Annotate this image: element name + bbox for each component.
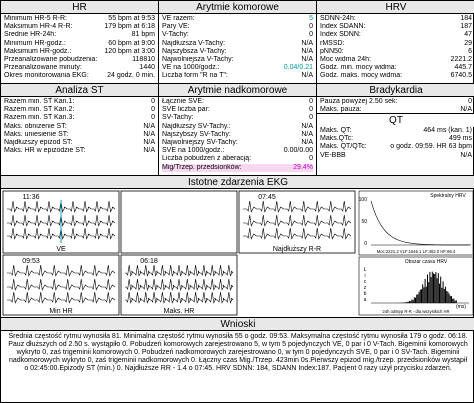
row-label: Najdłuższa V-Tachy: [162,39,226,47]
histogram-bar [425,279,426,303]
row-value: o godz. 09:59. HR 63 bpm [390,143,472,151]
table-row [4,139,155,147]
row-label: Razem min. ST Kan.2: [4,106,75,114]
table-row [162,139,313,147]
row-value: N/A [143,122,155,130]
conclusions-title: Wnioski [1,318,474,331]
table-row [320,106,472,114]
row-value: 60 bpm at 9:00 [108,39,155,47]
supraventricular-section [159,84,317,176]
row-value: 0 [309,31,313,39]
histogram-bar [446,291,447,303]
row-value: 0 [309,23,313,31]
table-row [162,64,313,72]
row-value: 1440 [139,64,155,72]
row-value: 0 [151,106,155,114]
row-value: N/A [301,122,313,130]
row-value: 0.04/0.21 [283,64,313,72]
table-row [320,64,472,72]
histogram-bar [431,277,432,303]
table-row [320,143,472,151]
qt-title: QT [317,114,474,127]
histogram-y-letter: L [363,267,367,273]
histogram-bar [417,294,418,303]
ekg-strip-time: 09:53 [22,258,40,265]
table-row [162,40,313,48]
hrv-section [317,1,474,84]
row-value: N/A [143,130,155,138]
row-label: Maks. QT: [320,127,352,134]
histogram-bar [439,284,440,303]
row-label: Maks. obniżenie ST: [4,122,67,130]
row-value: N/A [143,139,155,147]
row-label: Index SDNN: [320,31,361,39]
table-row [4,15,155,23]
row-value: 29.4% [293,163,313,171]
row-label: V-Tachy: [162,31,189,39]
histogram-bar [429,272,430,303]
ekg-strip-time: 07:45 [258,194,276,201]
ekg-strip-frame [3,255,119,315]
histogram-ms-label: (ms) [456,304,466,310]
row-value: 6 [468,47,472,55]
row-label: VE razem: [162,15,195,22]
spectrum-footer: Moc:2221.2 VLF:1646.1 LF:462.0 HF:69.4 [376,249,456,254]
row-value: 24 godz. 0 min. [107,72,155,80]
table-row [162,98,313,106]
table-row [4,56,155,64]
row-value: 0 [468,98,472,105]
hrv-title: HRV [317,1,474,14]
table-row [162,147,313,155]
table-row [162,23,313,31]
row-label: Index SDANN: [320,23,366,31]
ekg-strip-caption: VE [56,246,66,253]
hr-section [1,1,159,84]
row-label: Przeanalizowane pobudzenia: [4,56,98,64]
hrv-rows [317,14,474,82]
ventricular-rows [159,14,316,82]
histogram-y-letter: a [363,297,367,303]
table-row [162,15,313,23]
row-label: VE na 1000/godz.: [162,64,220,72]
histogram-title: Obszar czasu HRV [404,259,448,265]
row-value: 2221.2 [450,56,472,64]
ekg-strip-caption: Maks. HR [163,308,195,315]
ekg-section [1,176,474,318]
histogram-bar [450,296,451,303]
histogram-bar [410,301,411,303]
row-label: Liczba pobudzeń z aberacją: [162,155,252,163]
table-row [320,127,472,135]
histogram-footer: 24h odstęp R-R - dla wszystkich HR [382,309,450,314]
table-row [320,31,472,39]
table-row [4,72,155,80]
histogram-bar [451,296,452,303]
row-label: Pauza powyżej 2.50 sek: [320,98,398,105]
row-label: Najwolniejsza V-Tachy: [162,56,234,64]
row-label: Najszybsza V-Tachy: [162,47,227,55]
qt-section [317,114,474,176]
row-label: rMSSD: [320,39,345,47]
row-label: Najdłuższy epizod ST: [4,139,73,147]
table-row [162,56,313,64]
row-label: VE-BBB [320,151,346,159]
table-row [162,48,313,56]
histogram-bar [443,281,444,303]
ekg-panel [1,189,474,317]
row-value: N/A [301,72,313,80]
histogram-bar [420,290,421,303]
table-row [4,98,155,106]
histogram-bar [421,289,422,303]
row-label: Maks. HR w epizodzie ST: [4,147,86,155]
row-label: Łącznie SVE: [162,98,205,105]
ekg-title: Istotne zdarzenia EKG [1,176,474,189]
histogram-bar [432,272,433,303]
histogram-bar [409,301,410,303]
row-value: 0.00/0.00 [283,147,313,155]
table-row [162,164,313,172]
table-row [320,23,472,31]
spectrum-y-tick: 0 [364,241,367,247]
histogram-bar [422,284,423,303]
row-value: 55 bpm at 9:53 [108,15,155,22]
histogram-bar [447,292,448,303]
row-value: N/A [460,106,472,114]
row-value: 445.7 [454,64,472,72]
row-label: Moc widma 24h: [320,56,371,64]
histogram-bar [455,301,456,303]
spectrum-frame [359,191,473,255]
bradycardia-title: Bradykardia [317,84,474,97]
histogram-bar [445,287,446,303]
bradycardia-rows [317,97,474,114]
histogram-bar [456,300,457,303]
row-value: 0 [309,106,313,114]
row-label: Razem min. ST Kan.3: [4,114,75,122]
row-value: 0 [309,98,313,105]
ekg-strip-time: 11:36 [22,194,40,201]
row-value: 81 bpm [131,31,155,39]
spectrum-title: Spektralny HRV [430,193,466,199]
row-value: 464 ms (kan. 1) [423,127,472,134]
histogram-bar [434,274,435,303]
table-row [4,131,155,139]
row-value: 187 [460,23,472,31]
row-value: 499 ms [449,135,472,143]
ekg-strip-frame [239,191,355,253]
row-value: N/A [460,151,472,159]
histogram-y-letter: c [363,279,367,285]
ekg-strip-frame [121,191,237,253]
table-row [4,123,155,131]
table-row [320,48,472,56]
row-value: 47 [464,31,472,39]
table-row [320,98,472,106]
row-value: 5 [309,15,313,22]
histogram-y-letter: z [363,285,367,291]
histogram-bar [428,282,429,303]
row-value: 118810 [132,56,155,64]
ekg-strip-time: 06:18 [140,258,158,265]
st-analysis-rows [1,97,158,156]
table-row [320,152,472,160]
histogram-bar [435,272,436,303]
histogram-bar [437,278,438,303]
table-row [320,15,472,23]
row-label: Najwolniejszy SV-Tachy: [162,139,238,147]
row-label: SVE na 1000/godz.: [162,147,225,155]
row-label: Minimum HR-5 R-R: [4,15,67,22]
row-label: Minimum HR-godz.: [4,39,66,47]
histogram-bar [449,294,450,303]
table-row [4,31,155,39]
st-analysis-section [1,84,159,176]
histogram-bar [411,299,412,303]
table-row [320,72,472,80]
st-analysis-title: Analiza ST [1,84,158,97]
histogram-bar [440,277,441,303]
histogram-bar [419,292,420,303]
row-value: 0 [309,114,313,122]
row-label: Maksimum HR-4 R-R: [4,23,73,31]
supraventricular-rows [159,97,316,173]
histogram-bar [441,288,442,303]
histogram-bar [413,300,414,303]
row-label: Przeanalizowane minuty: [4,64,82,72]
row-value: N/A [301,56,313,64]
table-row [162,31,313,39]
table-row [162,114,313,122]
row-label: Razem min. ST Kan.1: [4,98,75,105]
row-label: Maks. uniesienie ST: [4,130,69,138]
spectrum-y-tick: 50 [361,219,367,225]
row-label: Maks. QT/QTc: [320,143,367,151]
bradycardia-section [317,84,474,114]
row-label: Najszybszy SV-Tachy: [162,130,231,138]
spectrum-y-tick: 100 [358,197,367,203]
row-label: SV-Tachy: [162,114,194,122]
table-row [162,131,313,139]
table-row [320,56,472,64]
histogram-bar [452,299,453,303]
row-value: 184 [460,15,472,22]
row-value: 6740.5 [450,72,472,80]
conclusions-section [1,318,474,403]
histogram-bar [453,298,454,303]
histogram-bar [438,273,439,303]
histogram-bar [423,287,424,303]
table-row [4,147,155,155]
supraventricular-title: Arytmie nadkomorowe [159,84,316,97]
histogram-bar [427,274,428,303]
row-value: N/A [143,147,155,155]
table-row [4,64,155,72]
histogram-bar [426,287,427,303]
row-label: Godz. maks. mocy widma: [320,72,403,80]
table-row [4,23,155,31]
row-label: Pary VE: [162,23,190,31]
table-row [162,123,313,131]
hr-rows [1,14,158,82]
row-label: pNN50: [320,47,344,55]
histogram-bar [416,295,417,303]
row-value: 0 [151,98,155,105]
histogram-y-letter: i [364,273,366,279]
ekg-strip-caption: Najdłuższy R-R [272,246,322,253]
row-label: Okres monitorowania EKG: [4,72,89,80]
table-row [4,48,155,56]
table-row [162,155,313,163]
row-value: 120 bpm at 3:00 [104,47,155,55]
table-row [4,114,155,122]
table-row [4,106,155,114]
row-value: N/A [301,130,313,138]
row-label: SDNN-24h: [320,15,356,22]
row-label: Mig/Trzep. przedsionków: [162,163,242,171]
row-value: N/A [301,39,313,47]
row-label: Liczba form "R na T": [162,72,228,80]
row-label: Średnie HR-24h: [4,31,57,39]
row-value: 0 [309,155,313,163]
row-label: Maksimum HR-godz.: [4,47,72,55]
qt-rows [317,127,474,161]
histogram-bar [444,289,445,303]
row-value: N/A [301,47,313,55]
ekg-strip-caption: Min HR [49,308,73,315]
row-value: 179 bpm at 6:18 [104,23,155,31]
row-label: SVE liczba par: [162,106,210,114]
conclusions-text: Średnia częstość rytmu wynosiła 81. Minimalna częstość rytmu wynosiła 55 o godz. 09:53. Maksymalna częstość rytmu wynosiła 179 o godz. 06:18. Pauz dłuższych od 2.50 s. wystąpiło 0. Pobudzeń komorowych zarejestrowano 5, w tym 5 pojedynczych VE, 0 par i 0 V-Tach. Bigeminii komorowych wykryto 0, zaś trigeminii komorowych 0. Pobudzeń nadkomorowych zarejestrowano 0, w tym 0 pojedynczych SVE, 0 par i 0 SV-Tach. Bigeminii nadkomorowych wykryto 0, zaś trigeminii nadkomorowych 0. Łączny czas Mig./Trzep. 423min 0s.Pierwszy epizod mig./trzep. przedsionków wystąpił o 02:45:00.Epizody ST (min.) 0. Najdłuższe RR - 1.4 o 07:45. HRV SDNN: 184, SDANN Index:187. Pacjent 0 razy użył przycisku zdarzeń. [8,333,468,372]
histogram-bar [415,298,416,303]
row-value: 29 [464,39,472,47]
table-row [320,40,472,48]
row-label: Maks. pauza: [320,106,362,114]
histogram-y-letter: b [363,291,367,297]
row-value: N/A [301,139,313,147]
hr-title: HR [1,1,158,14]
table-row [162,72,313,80]
row-label: Najdłuższy SV-Tachy.: [162,122,231,130]
ventricular-title: Arytmie komorowe [159,1,316,14]
histogram-bar [433,273,434,303]
row-value: 0 [151,114,155,122]
table-row [320,135,472,143]
table-row [162,106,313,114]
row-label: Maks.QTc: [320,135,354,143]
table-row [4,40,155,48]
row-label: Godz. min. mocy widma: [320,64,397,72]
ventricular-section [159,1,317,84]
histogram-bar [414,297,415,303]
